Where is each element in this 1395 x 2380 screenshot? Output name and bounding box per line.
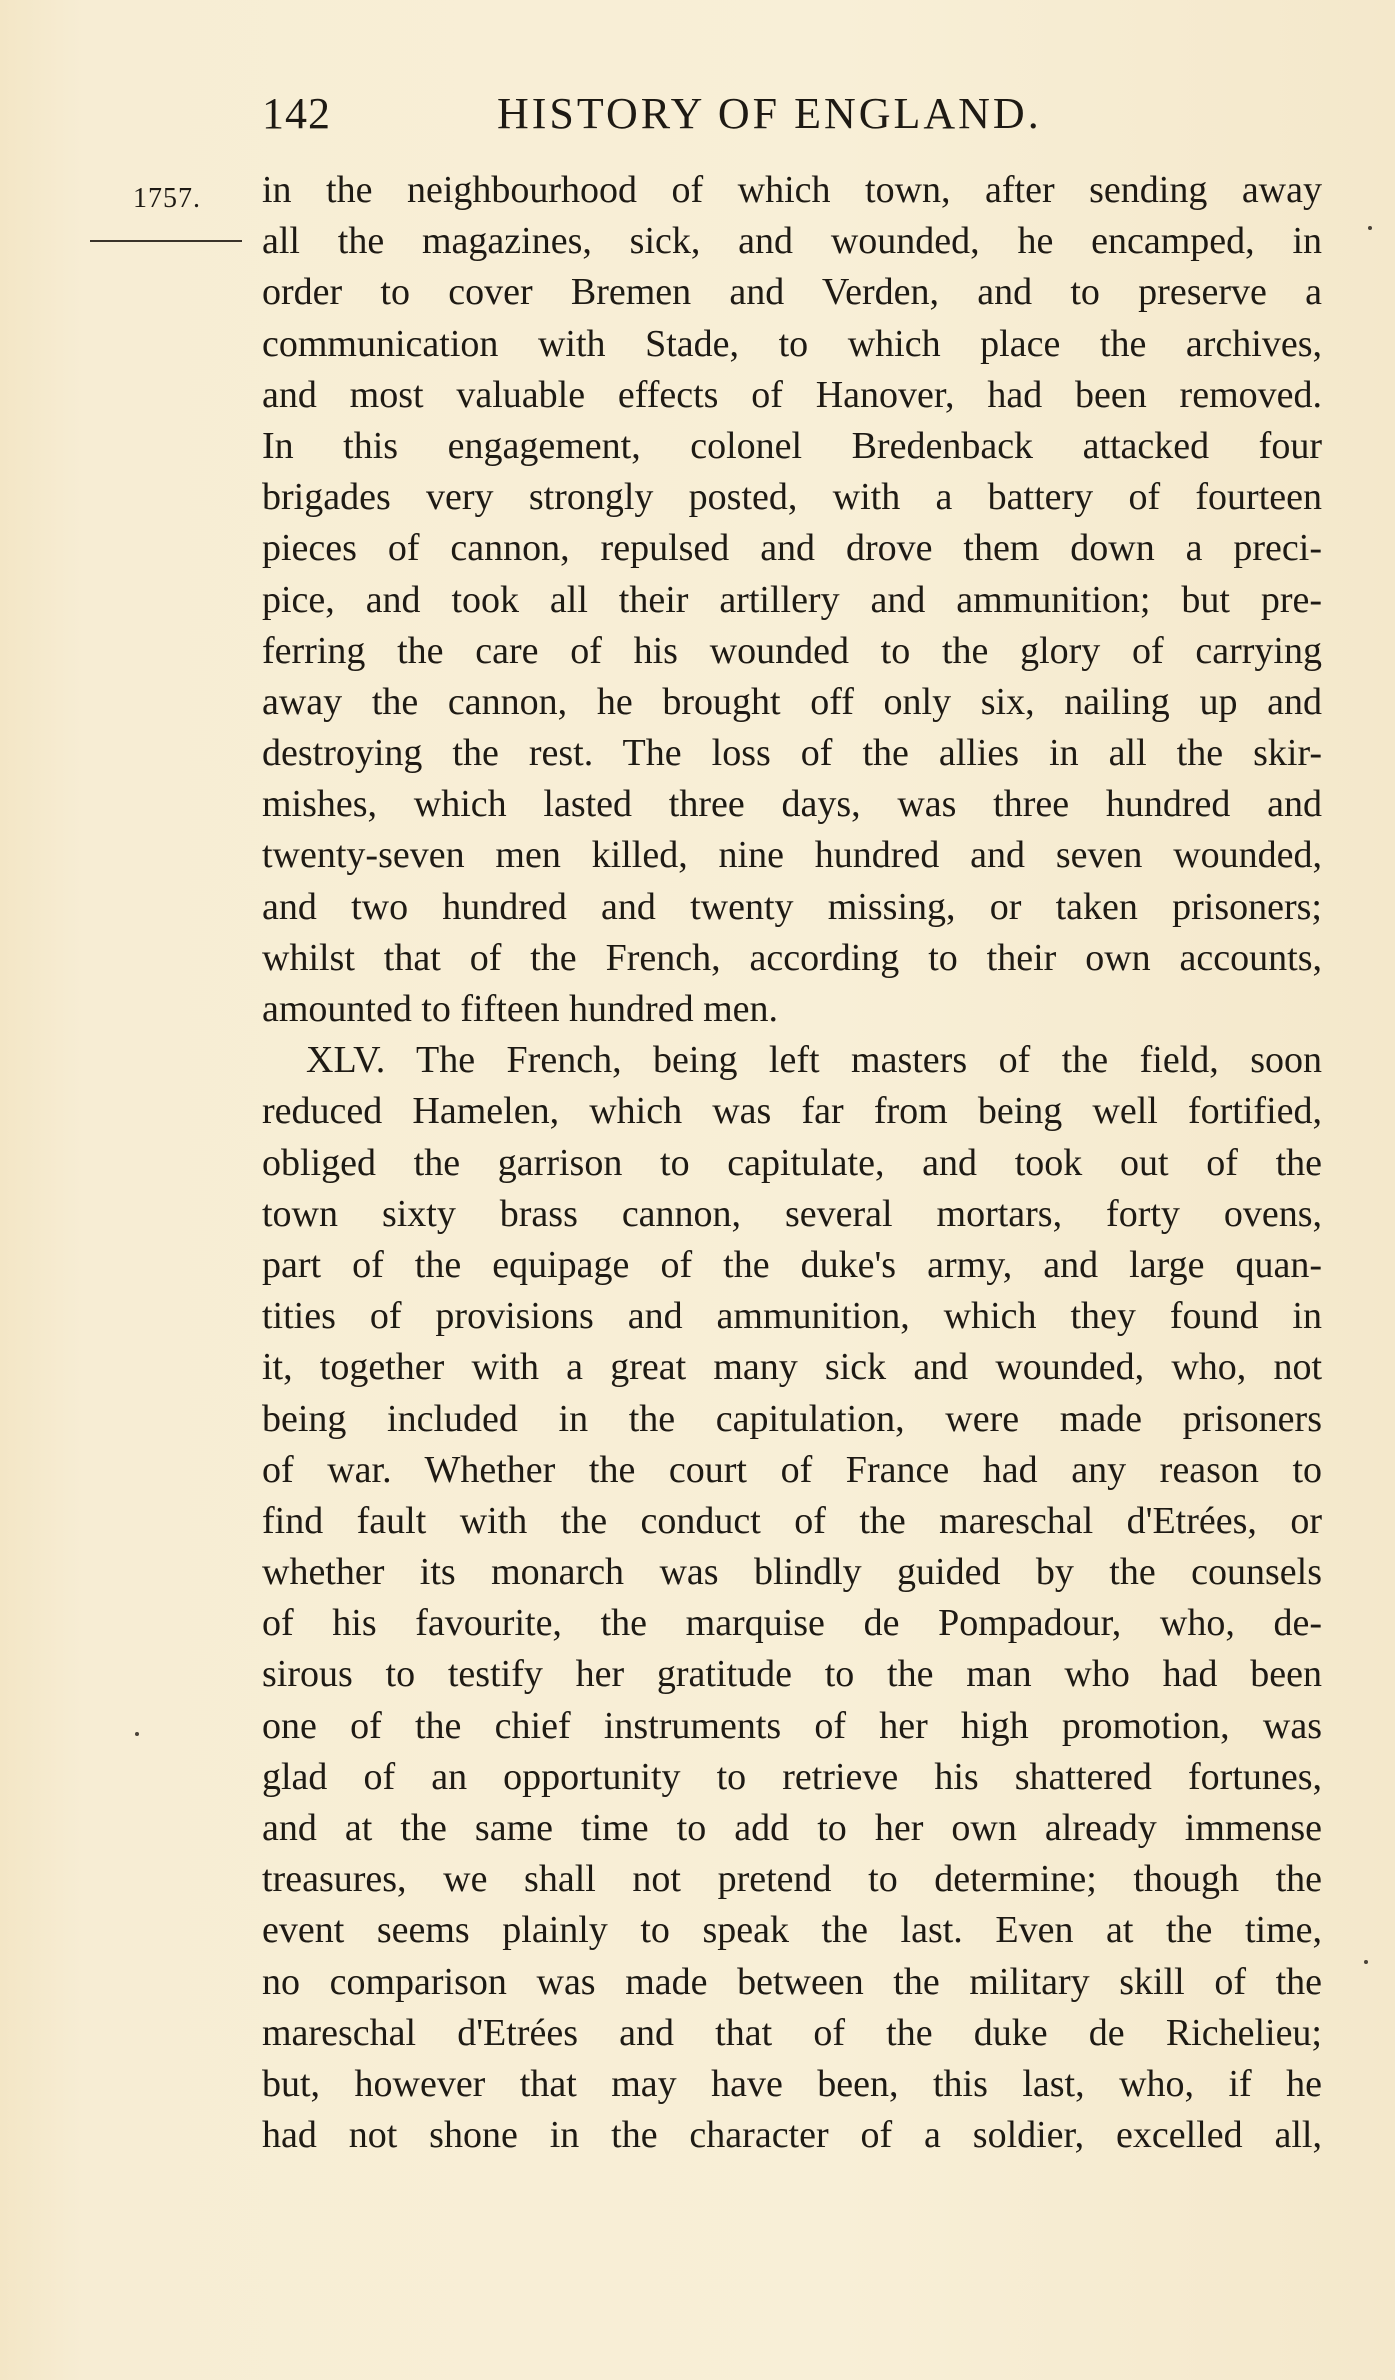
margin-rule: [90, 240, 242, 242]
text-line: reduced Hamelen, which was far from being well fortified,: [262, 1090, 1322, 1133]
text-line: mishes, which lasted three days, was three hundred and: [262, 783, 1322, 826]
text-line: tities of provisions and ammunition, which they found in: [262, 1295, 1322, 1338]
text-line: obliged the garrison to capitulate, and took out of the: [262, 1141, 1322, 1184]
text-line: destroying the rest. The loss of the allies in all the skir-: [262, 732, 1322, 775]
paper-speck: [1368, 226, 1372, 230]
text-line: mareschal d'Etrées and that of the duke de Richelieu;: [262, 2011, 1322, 2054]
running-title: HISTORY OF ENGLAND.: [497, 89, 1042, 138]
text-line: twenty-seven men killed, nine hundred and seven wounded,: [262, 834, 1322, 877]
text-line: part of the equipage of the duke's army, and large quan-: [262, 1243, 1322, 1286]
paper-speck: [1364, 1960, 1368, 1964]
text-line: whether its monarch was blindly guided by the counsels: [262, 1551, 1322, 1594]
text-line: away the cannon, he brought off only six, nailing up and: [262, 680, 1322, 723]
text-line: glad of an opportunity to retrieve his shattered fortunes,: [262, 1755, 1322, 1798]
text-line: treasures, we shall not pretend to determine; though the: [262, 1858, 1322, 1901]
text-line: ferring the care of his wounded to the glory of carrying: [262, 629, 1322, 672]
text-line: and at the same time to add to her own already immense: [262, 1807, 1322, 1849]
text-line: amounted to fifteen hundred men.: [262, 988, 779, 1030]
body-text: [262, 165, 1322, 2161]
page-number: 142: [262, 89, 331, 138]
text-line: In this engagement, colonel Bredenback attacked four: [262, 424, 1322, 467]
text-line: event seems plainly to speak the last. Even at the time,: [262, 1909, 1322, 1952]
text-line: whilst that of the French, according to their own accounts,: [262, 936, 1322, 979]
margin-year: 1757.: [133, 183, 201, 214]
text-line: sirous to testify her gratitude to the man who had been: [262, 1653, 1322, 1696]
section-start-line: XLV. The French, being left masters of the field, soon: [306, 1039, 1322, 1082]
text-line: all the magazines, sick, and wounded, he encamped, in: [262, 220, 1322, 263]
text-line: order to cover Bremen and Verden, and to preserve a: [262, 271, 1322, 314]
text-line: one of the chief instruments of her high promotion, was: [262, 1704, 1322, 1747]
text-line: communication with Stade, to which place the archives,: [262, 322, 1322, 365]
text-line: it, together with a great many sick and wounded, who, not: [262, 1346, 1322, 1389]
paper-speck: [135, 1732, 139, 1736]
text-line: brigades very strongly posted, with a battery of fourteen: [262, 476, 1322, 519]
text-line: and two hundred and twenty missing, or taken prisoners;: [262, 885, 1322, 928]
text-line: in the neighbourhood of which town, after sending away: [262, 169, 1322, 211]
text-line: no comparison was made between the military skill of the: [262, 1960, 1322, 2003]
text-line: and most valuable effects of Hanover, had been removed.: [262, 373, 1322, 416]
text-line: being included in the capitulation, were made prisoners: [262, 1397, 1322, 1440]
text-line: pieces of cannon, repulsed and drove them down a preci-: [262, 527, 1322, 570]
text-line: but, however that may have been, this last, who, if he: [262, 2062, 1322, 2105]
page-header: [262, 88, 1322, 138]
text-line: of his favourite, the marquise de Pompadour, who, de-: [262, 1602, 1322, 1645]
text-line: of war. Whether the court of France had any reason to: [262, 1448, 1322, 1491]
text-line: find fault with the conduct of the mareschal d'Etrées, or: [262, 1499, 1322, 1542]
text-line: pice, and took all their artillery and ammunition; but pre-: [262, 578, 1322, 621]
text-line: had not shone in the character of a soldier, excelled all,: [262, 2114, 1322, 2157]
text-line: town sixty brass cannon, several mortars, forty ovens,: [262, 1192, 1322, 1235]
